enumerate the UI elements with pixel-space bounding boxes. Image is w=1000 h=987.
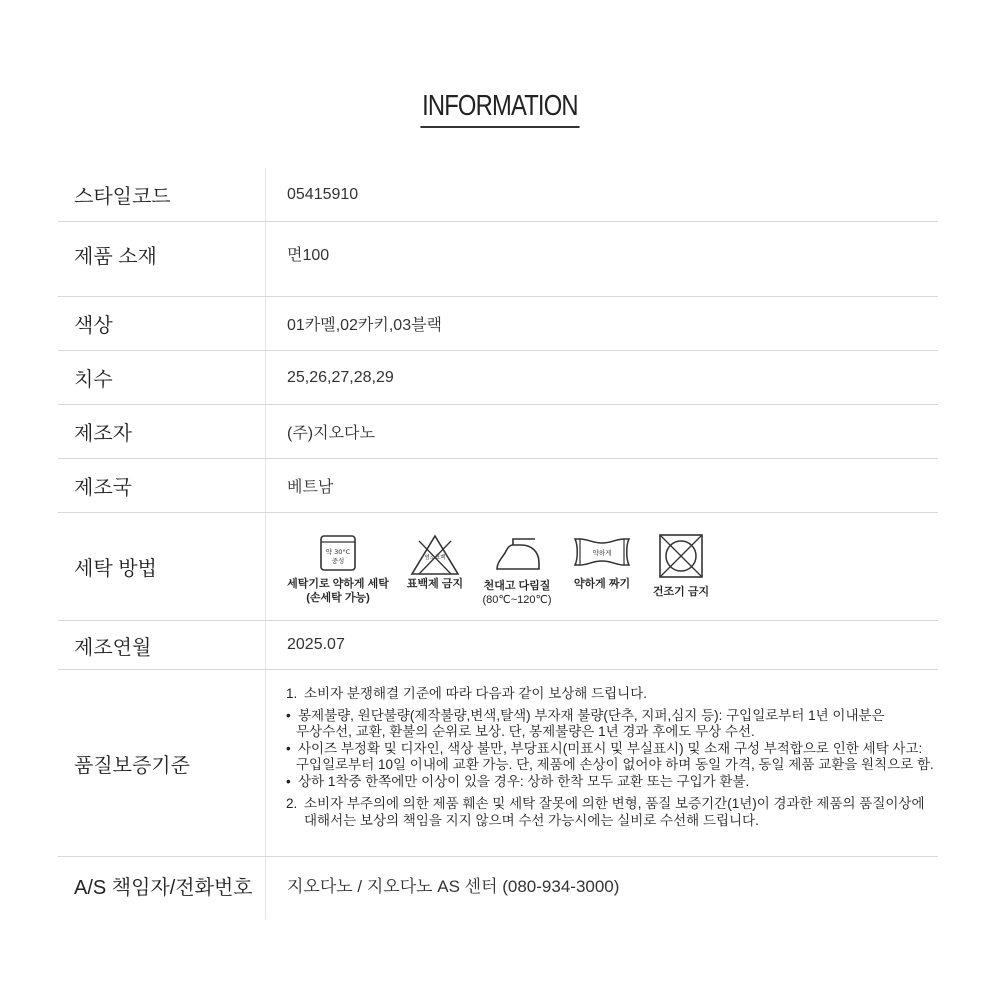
- row-quality: [58, 670, 938, 857]
- item-text: 소비자 부주의에 의한 제품 훼손 및 세탁 잘못에 의한 변형, 품질 보증기간(1년)이 경과한 제품의 품질이상에: [304, 796, 925, 811]
- bullet-text: 봉제불량, 원단불량(제작불량,변색,탈색) 부자재 불량(단추, 지퍼,심지 등): 구입일로부터 1년 이내분은: [298, 707, 885, 723]
- iron-icon: [491, 533, 543, 575]
- care-item-iron: [478, 533, 556, 607]
- care-item-wring: [564, 533, 640, 591]
- quality-text: [266, 670, 938, 856]
- row-label: A/S 책임자/전화번호: [58, 857, 266, 919]
- row-country: [58, 459, 938, 513]
- row-label: 치수: [58, 351, 266, 404]
- bullet-text: 사이즈 부정확 및 디자인, 색상 불만, 부당표시(미표시 및 부실표시) 및 소재 구성 부적합으로 인한 세탁 사고:: [298, 740, 923, 756]
- care-label-line1: 천대고 다림질: [483, 580, 551, 592]
- quality-bullet-3: [286, 774, 938, 791]
- row-style-code: [58, 168, 938, 222]
- item-continuation: 대해서는 보상의 책임을 지지 않으며 수선 가능시에는 실비로 수선해 드립니다.: [304, 812, 759, 828]
- row-label: 품질보증기준: [58, 670, 266, 856]
- row-label: 제조자: [58, 405, 266, 458]
- row-label: 제조연월: [58, 621, 266, 669]
- page-title-wrap: [0, 88, 1000, 128]
- row-label: 제품 소재: [58, 222, 266, 296]
- row-size: [58, 351, 938, 405]
- row-label: 제조국: [58, 459, 266, 512]
- care-label: [482, 579, 551, 607]
- row-material: [58, 222, 938, 297]
- row-label: 색상: [58, 297, 266, 350]
- bullet: •: [286, 707, 291, 723]
- quality-item-2: [286, 796, 938, 813]
- care-label-line2: (손세탁 가능): [306, 592, 370, 604]
- row-value: 지오다노 / 지오다노 AS 센터 (080-934-3000): [287, 877, 620, 896]
- bullet-text: 상하 1착중 한쪽에만 이상이 있을 경우: 상하 한착 모두 교환 또는 구입가 환불.: [298, 773, 750, 789]
- care-label-line1: 약하게 짜기: [573, 578, 631, 590]
- wash-detergent-text: 중성: [331, 557, 345, 565]
- care-item-dry: [650, 533, 712, 599]
- bullet: •: [286, 740, 291, 756]
- row-label: 스타일코드: [58, 168, 266, 221]
- row-value: 2025.07: [287, 636, 345, 653]
- quality-item-1: [286, 686, 938, 703]
- item-number: 2.: [286, 796, 298, 811]
- care-label: [653, 585, 709, 599]
- row-value: 면100: [287, 247, 330, 264]
- no-tumble-dry-icon: [658, 533, 704, 579]
- info-table: [58, 168, 938, 919]
- wash-temp-text: 약 30°C: [325, 548, 351, 556]
- page-title: INFORMATION: [421, 88, 580, 128]
- row-value: 01카멜,02카키,03블랙: [287, 317, 443, 334]
- quality-bullet-2: [286, 741, 938, 758]
- care-label-line2: (80℃~120℃): [482, 594, 552, 606]
- quality-bullet-1: [286, 708, 938, 725]
- item-number: 1.: [286, 686, 298, 701]
- care-label-line1: 표백제 금지: [406, 578, 464, 590]
- row-value: 05415910: [287, 185, 359, 203]
- bullet: •: [286, 773, 291, 789]
- row-as: [58, 857, 938, 919]
- care-label-line1: 건조기 금지: [652, 586, 710, 598]
- bullet-continuation: 무상수선, 교환, 환불의 순위로 보상. 단, 봉제불량은 1년 경과 후에도 무상 수선.: [296, 724, 755, 739]
- wring-icon: [572, 533, 632, 571]
- care-label: [287, 577, 389, 605]
- row-value: (주)지오다노: [287, 425, 375, 442]
- row-date: [58, 621, 938, 670]
- care-symbols: [266, 513, 938, 620]
- care-item-bleach: [404, 533, 466, 591]
- row-maker: [58, 405, 938, 459]
- wring-inner-text: 약하게: [592, 549, 612, 557]
- care-label: [407, 577, 463, 591]
- row-label: 세탁 방법: [58, 513, 266, 620]
- care-label: [574, 577, 630, 591]
- row-value: 25,26,27,28,29: [287, 368, 394, 386]
- no-bleach-icon: [409, 533, 461, 577]
- row-value: 베트남: [287, 479, 334, 496]
- row-washing: [58, 513, 938, 621]
- item-text: 소비자 분쟁해결 기준에 따라 다음과 같이 보상해 드립니다.: [304, 686, 647, 701]
- care-item-wash: [284, 533, 392, 605]
- care-label-line1: 세탁기로 약하게 세탁: [287, 578, 389, 590]
- bleach-inner-text: 염소표백: [424, 555, 446, 561]
- row-color: [58, 297, 938, 351]
- bullet-continuation: 구입일로부터 10일 이내에 교환 가능. 단, 제품에 손상이 없어야 하며 동일 가격, 동일 제품 교환을 원칙으로 함.: [296, 757, 934, 772]
- wash-tub-icon: [318, 533, 358, 573]
